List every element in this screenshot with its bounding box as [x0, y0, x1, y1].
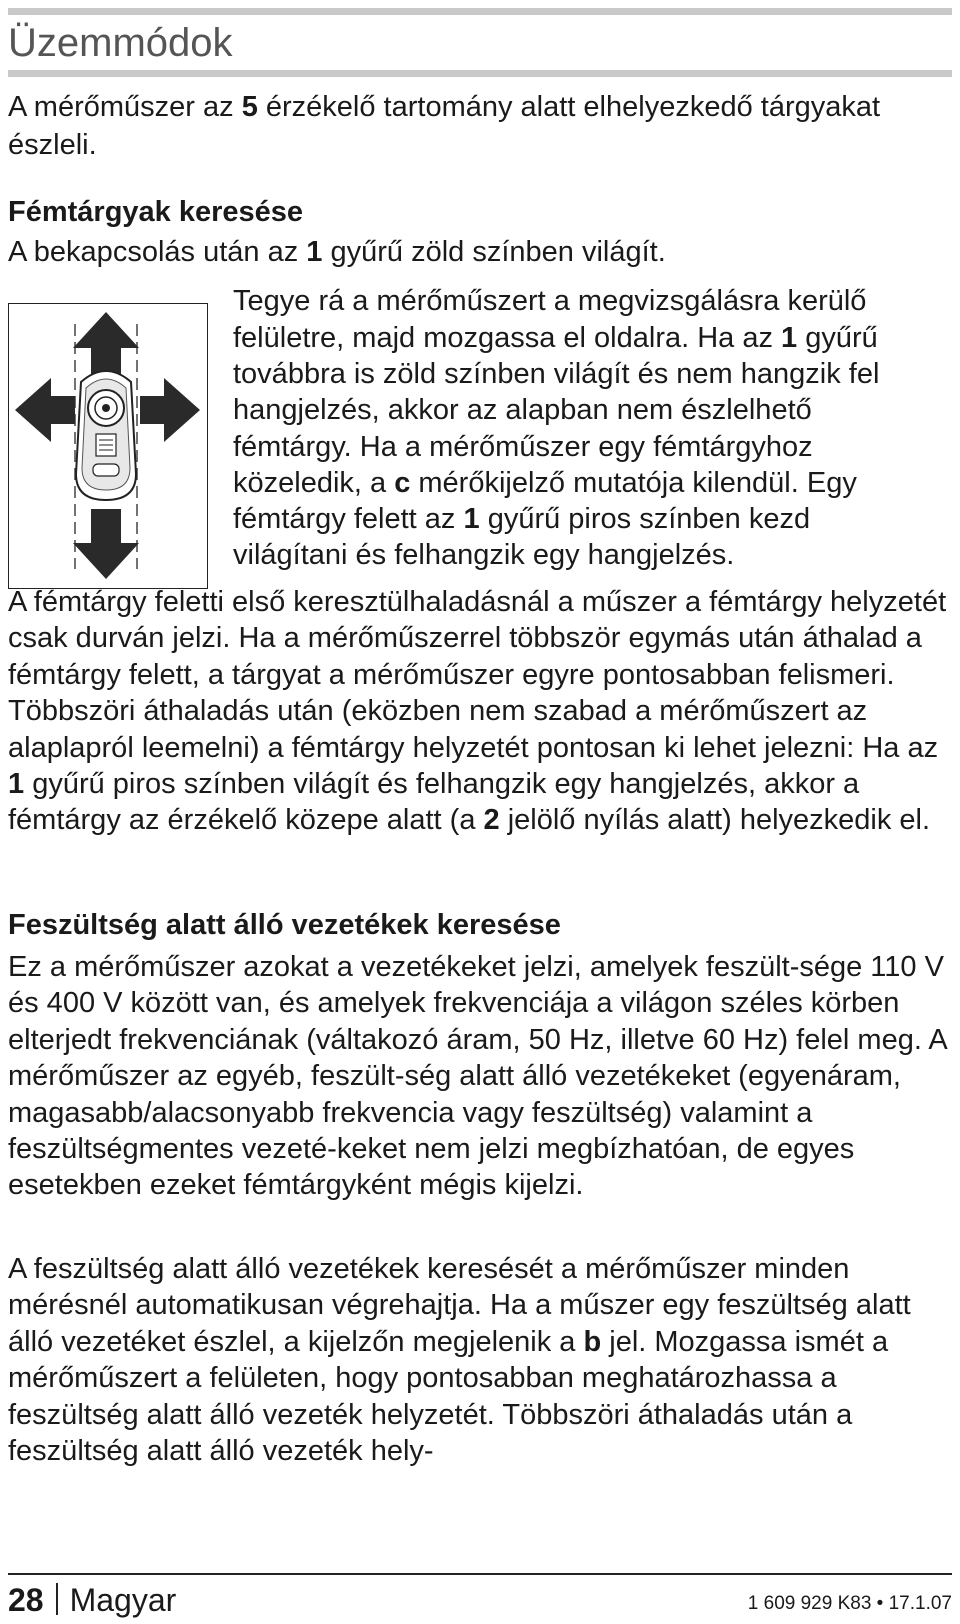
metal-wrap-line-1: Tegye rá a mérőműszert a megvizsgálásra kerülő — [233, 285, 867, 317]
live-wire-paragraph-2: A feszültség alatt álló vezetékek keresését a mérőműszer minden mérésnél automatikusan végrehajtja. Ha a műszer egy feszültség alatt álló vezetéket észlel, a kijelzőn megjelenik a b jel. Mozgassa ismét a mérőműszert a felületen, hogy pontosabban meghatározhassa a feszültség alatt álló vezeték helyzetét. Többszöri áthaladás után a feszültség alatt álló vezeték hely- — [8, 1253, 911, 1468]
footer-page-label — [8, 1580, 176, 1620]
page-number: 28 — [8, 1582, 44, 1618]
detector-move-arrows-icon — [9, 304, 206, 587]
metal-wrap-line-7: fémtárgy felett az 1 gyűrű piros színben kezd — [233, 503, 811, 535]
live-wire-paragraph-1: Ez a mérőműszer azokat a vezetékeket jelzi, amelyek feszült-sége 110 V és 400 V között van, és amelyek frekvenciája a világon széles körben elterjedt frekvenciának (váltakozó áram, 50 Hz, illetve 60 Hz) felel meg. A mérőműszer az egyéb, feszült-ség alatt álló vezetékeket (egyenáram, magasabb/alacsonyabb frekvencia vagy feszültség) valamint a feszültségmentes vezeté-keket nem jelzi megbízhatóan, de egyes esetekben ezeket fémtárgyként mégis kijelzi. — [8, 951, 947, 1202]
intro-paragraph: A mérőműszer az 5 érzékelő tartomány alatt elhelyezkedő tárgyakat észleli. — [8, 91, 881, 161]
top-rule — [8, 8, 952, 15]
metal-wrap-line-4: hangjelzés, akkor az alapban nem észlelhető — [233, 394, 812, 426]
footer-language: Magyar — [69, 1582, 177, 1618]
footer-rule — [8, 1573, 952, 1575]
metal-search-paragraph-2: A fémtárgy feletti első keresztülhaladásnál a műszer a fémtárgy helyzetét csak durván jelzi. Ha a mérőműszerrel többször egymás után áthalad a fémtárgy felett, a tárgyat a mérőműszer egyre pontosabban felismeri. Többszöri áthaladás után (eközben nem szabad a mérőműszert az alaplapról leemelni) a fémtárgy helyzetét pontosan ki lehet jelezni: Ha az 1 gyűrű piros színben világít és felhangzik egy hangjelzés, akkor a fémtárgy az érzékelő közepe alatt (a 2 jelölő nyílás alatt) helyezkedik el. — [8, 586, 947, 837]
heading-metal-search: Fémtárgyak keresése — [8, 196, 304, 228]
detector-figure — [8, 303, 208, 589]
metal-wrap-line-8: világítani és felhangzik egy hangjelzés. — [233, 539, 735, 571]
metal-search-intro: A bekapcsolás után az 1 gyűrű zöld színben világít. — [8, 236, 666, 268]
footer-separator — [56, 1583, 58, 1615]
metal-wrap-line-5: fémtárgy. Ha a mérőműszer egy fémtárgyhoz — [233, 431, 813, 463]
metal-wrap-line-3: továbbra is zöld színben világít és nem hangzik fel — [233, 358, 880, 390]
heading-live-wire-search: Feszültség alatt álló vezetékek keresése — [8, 909, 561, 941]
page-title: Üzemmódok — [8, 21, 233, 65]
metal-wrap-line-2: felületre, majd mozgassa el oldalra. Ha az 1 gyűrű — [233, 322, 878, 354]
title-underline — [8, 70, 952, 77]
metal-wrap-line-6: közeledik, a c mérőkijelző mutatója kilendül. Egy — [233, 467, 857, 499]
footer-doc-code: 1 609 929 K83 • 17.1.07 — [747, 1593, 952, 1614]
